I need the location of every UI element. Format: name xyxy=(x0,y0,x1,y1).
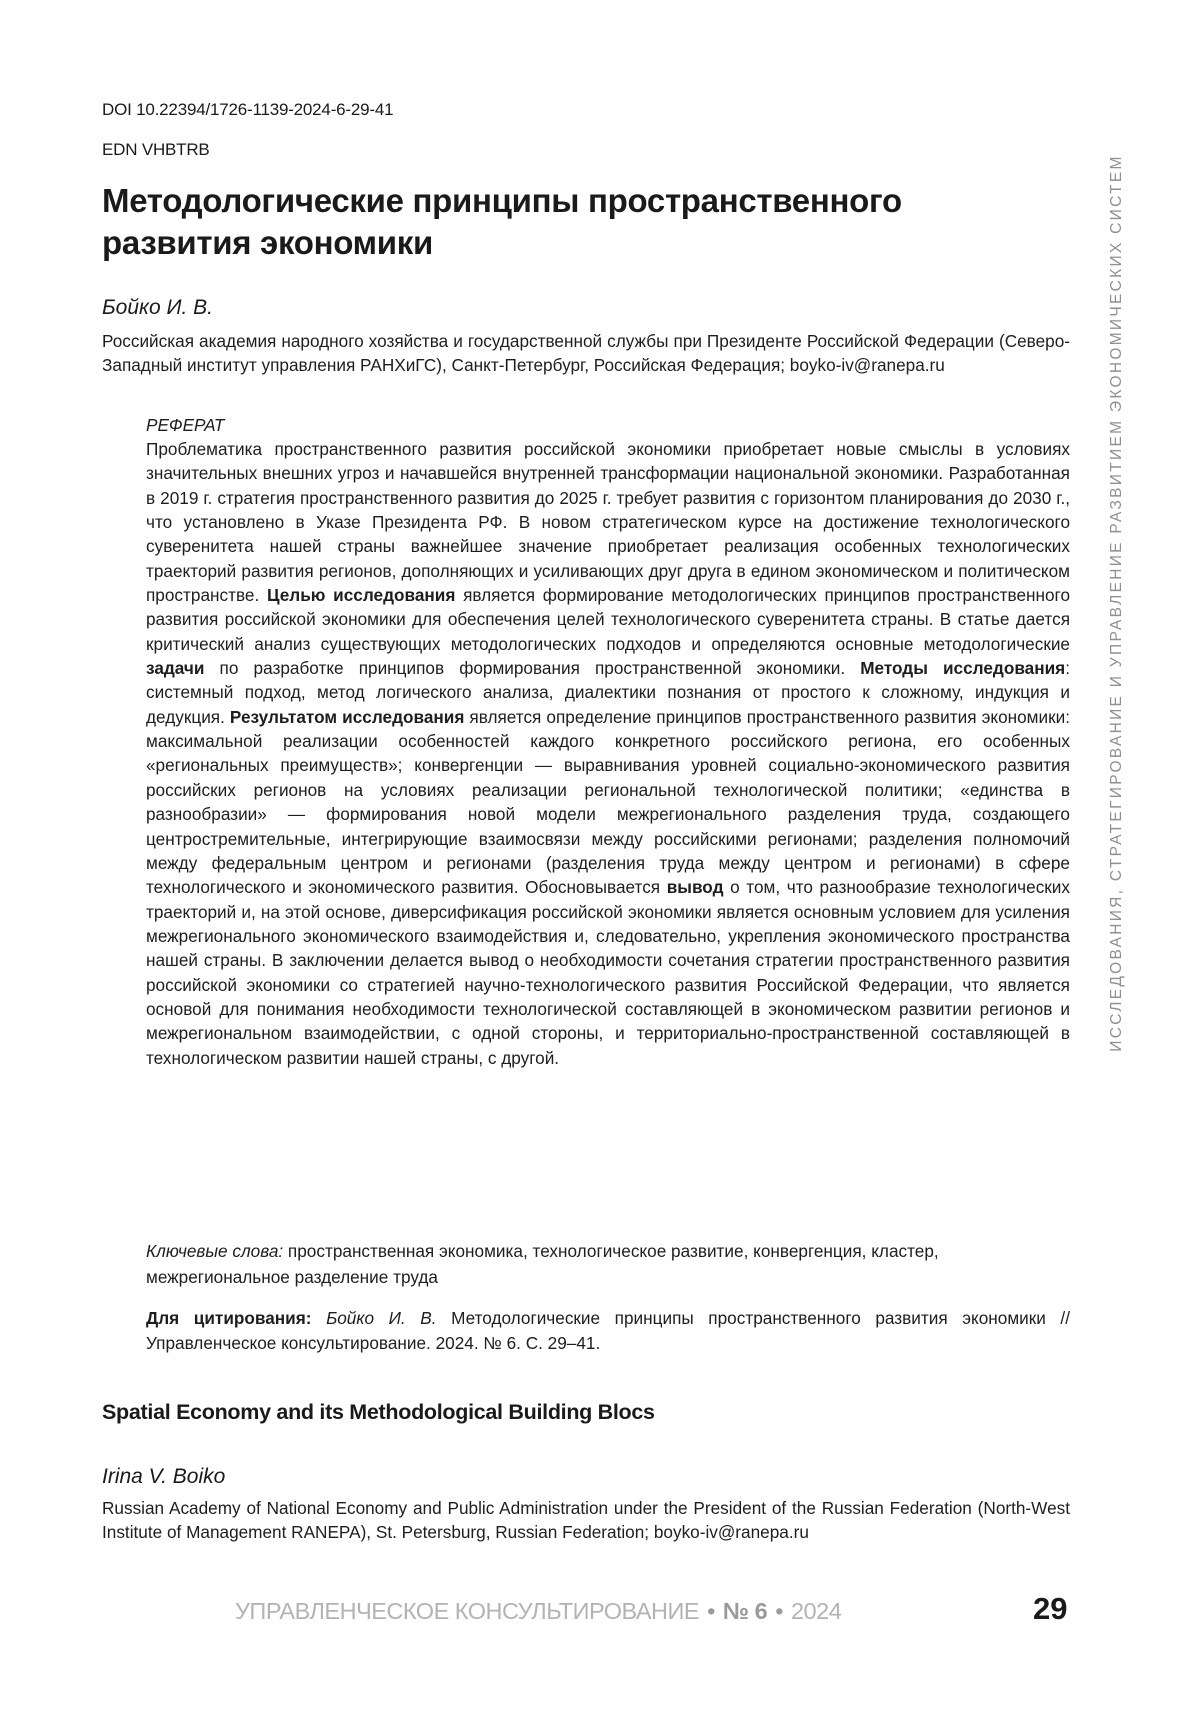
abstract-text xyxy=(146,437,1070,1070)
journal-footer xyxy=(235,1598,841,1625)
abstract-keyterm: вывод xyxy=(666,877,724,898)
keywords xyxy=(146,1238,1070,1290)
section-title: ИССЛЕДОВАНИЯ, СТРАТЕГИРОВАНИЕ И УПРАВЛЕНИЕ РАЗВИТИЕМ ЭКОНОМИЧЕСКИХ СИСТЕМ xyxy=(1108,154,1125,1052)
journal-name: УПРАВЛЕНЧЕСКОЕ КОНСУЛЬТИРОВАНИЕ xyxy=(235,1598,700,1624)
abstract-segment: Проблематика пространственного развития российской экономики приобретает новые смыслы в условиях значительных внешних угроз и начавшейся внутренней трансформации национальной экономики. Разработанная в 2019 г. стратегия пространственного развития до 2025 г. требует развития с горизонтом планирования до 2030 г., что установлено в Указе Президента РФ. В новом стратегическом курсе на достижение технологического суверенитета нашей страны важнейшее значение приобретает реализация особенных технологических траекторий развития регионов, дополняющих и усиливающих друг друга в едином экономическом и политическом пространстве. xyxy=(146,439,1070,606)
abstract xyxy=(146,413,1070,1070)
author-name: Бойко И. В. xyxy=(102,296,213,319)
abstract-segment: по разработке принципов формирования пространственной экономики. xyxy=(204,658,861,679)
author-affiliation-en: Russian Academy of National Economy and Public Administration under the President of the Russian Federation (North-West Institute of Management RANEPA), St. Petersburg, Russian Federation; boyko-iv@ranepa.ru xyxy=(102,1498,1070,1543)
footer-separator: • xyxy=(775,1598,783,1624)
issue-number: № 6 xyxy=(722,1598,768,1624)
abstract-segment: является формирование методологических принципов пространственного развития российской экономики для обеспечения целей технологического суверенитета страны. В статье дается критический анализ существующих методологических подходов и определяются основные методологические xyxy=(146,585,1071,654)
article-title: Методологические принципы пространственного развития экономики xyxy=(102,182,902,261)
section-sidebar xyxy=(1102,98,1132,1108)
keywords-label: Ключевые слова: xyxy=(146,1241,284,1261)
issue-year: 2024 xyxy=(790,1598,842,1624)
edn: EDN VHBTRB xyxy=(102,140,210,159)
page-number: 29 xyxy=(1033,1591,1068,1626)
abstract-keyterm: Целью исследования xyxy=(266,585,456,606)
author-affiliation: Российская академия народного хозяйства и государственной службы при Президенте Российской Федерации (Северо-Западный институт управления РАНХиГС), Санкт-Петербург, Российская Федерация; boyko-iv@ranepa.ru xyxy=(102,331,1070,376)
author-name-en: Irina V. Boiko xyxy=(102,1465,226,1488)
abstract-keyterm: Результатом исследования xyxy=(229,706,465,727)
abstract-segment: : системный подход, метод логического анализа, диалектики познания от простого к сложному, индукция и дедукция. xyxy=(146,658,1070,727)
abstract-keyterm: задачи xyxy=(146,658,205,679)
citation-author: Бойко И. В. xyxy=(326,1308,437,1328)
footer-separator: • xyxy=(707,1598,715,1624)
citation-text: Методологические принципы пространственного развития экономики // Управленческое консультирование. 2024. № 6. С. 29–41. xyxy=(146,1308,1070,1353)
citation xyxy=(146,1306,1070,1356)
keywords-text: пространственная экономика, технологическое развитие, конвергенция, кластер, межрегиональное разделение труда xyxy=(146,1241,939,1287)
article-title-en: Spatial Economy and its Methodological Building Blocs xyxy=(102,1400,655,1424)
abstract-segment: является определение принципов пространственного развития экономики: максимальной реализации особенностей каждого конкретного российского региона, его особенных «региональных преимуществ»; конвергенции — выравнивания уровней социально-экономического развития российских регионов на условиях реализации региональной технологической политики; «единства в разнообразии» — формирования новой модели межрегионального разделения труда, создающего центростремительные, интегрирующие взаимосвязи между российскими регионами; разделения полномочий между федеральным центром и регионами (разделения труда между центром и регионами) в сфере технологического и экономического развития. Обосновывается xyxy=(146,706,1070,898)
abstract-segment: о том, что разнообразие технологических траекторий и, на этой основе, диверсификация российской экономики является основным условием для усиления межрегионального экономического взаимодействия и, следовательно, укрепления экономического пространства нашей страны. В заключении делается вывод о необходимости сочетания стратегии пространственного развития российской экономики со стратегией научно-технологического развития Российской Федерации, что является основой для понимания необходимости технологической составляющей в экономическом развитии регионов и межрегиональном взаимодействии, с одной стороны, и территориально-пространственной составляющей в технологическом развитии нашей страны, с другой. xyxy=(146,877,1070,1068)
citation-label: Для цитирования: xyxy=(146,1308,312,1328)
abstract-keyterm: Методы исследования xyxy=(860,658,1066,679)
doi: DOI 10.22394/1726-1139-2024-6-29-41 xyxy=(102,100,394,119)
abstract-label: РЕФЕРАТ xyxy=(146,415,225,435)
